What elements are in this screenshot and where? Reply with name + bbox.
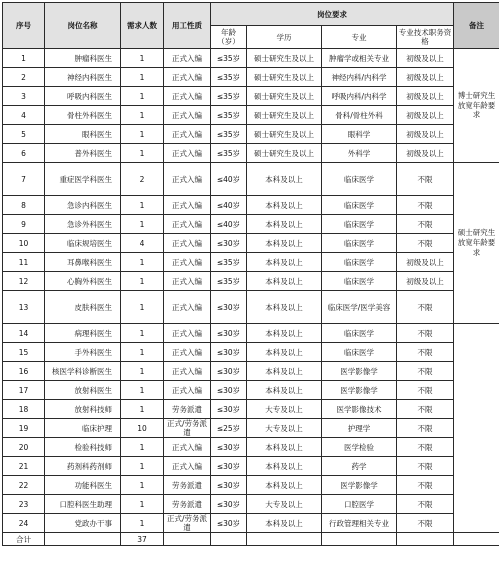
- cell-major: 外科学: [322, 144, 397, 163]
- cell-seq: 23: [3, 495, 45, 514]
- cell-major: 医学影像学: [322, 362, 397, 381]
- cell-major: 呼吸内科/内科学: [322, 87, 397, 106]
- cell-education: 硕士研究生及以上: [247, 49, 322, 68]
- cell-qualification: 初级及以上: [397, 106, 454, 125]
- cell-count: 1: [121, 400, 164, 419]
- cell-position: 肿瘤科医生: [45, 49, 121, 68]
- table-row: [3, 253, 499, 272]
- cell-major: 临床医学: [322, 343, 397, 362]
- cell-seq: 17: [3, 381, 45, 400]
- cell-hire-type: 正式入编: [164, 215, 211, 234]
- cell-qualification: 不限: [397, 514, 454, 533]
- total-blank: [454, 533, 499, 546]
- cell-hire-type: 正式入编: [164, 196, 211, 215]
- cell-hire-type: 正式入编: [164, 68, 211, 87]
- table-row: [3, 144, 499, 163]
- cell-education: 本科及以上: [247, 381, 322, 400]
- cell-qualification: 不限: [397, 291, 454, 324]
- cell-hire-type: 劳务派遣: [164, 495, 211, 514]
- cell-major: 临床医学/医学美容: [322, 291, 397, 324]
- cell-position: 眼科医生: [45, 125, 121, 144]
- remark-phd: 博士研究生放宽年龄要求: [454, 49, 499, 163]
- cell-major: 医学检验: [322, 438, 397, 457]
- subheader-qualification: 专业技术职务资格: [397, 26, 454, 49]
- cell-seq: 11: [3, 253, 45, 272]
- cell-age: ≤30岁: [211, 324, 247, 343]
- cell-count: 1: [121, 514, 164, 533]
- cell-qualification: 不限: [397, 234, 454, 253]
- cell-position: 骨柱外科医生: [45, 106, 121, 125]
- cell-hire-type: 正式入编: [164, 457, 211, 476]
- cell-seq: 14: [3, 324, 45, 343]
- cell-count: 1: [121, 196, 164, 215]
- cell-qualification: 不限: [397, 400, 454, 419]
- cell-age: ≤30岁: [211, 381, 247, 400]
- cell-hire-type: 正式入编: [164, 362, 211, 381]
- table-row: [3, 125, 499, 144]
- cell-position: 党政办干事: [45, 514, 121, 533]
- cell-qualification: 不限: [397, 362, 454, 381]
- cell-hire-type: 正式入编: [164, 125, 211, 144]
- cell-seq: 24: [3, 514, 45, 533]
- table-row: [3, 68, 499, 87]
- cell-seq: 5: [3, 125, 45, 144]
- total-blank: [322, 533, 397, 546]
- cell-hire-type: 正式入编: [164, 49, 211, 68]
- cell-hire-type: 正式入编: [164, 106, 211, 125]
- cell-age: ≤35岁: [211, 106, 247, 125]
- cell-education: 本科及以上: [247, 215, 322, 234]
- cell-age: ≤25岁: [211, 419, 247, 438]
- subheader-age: 年龄（岁）: [211, 26, 247, 49]
- table-row: [3, 87, 499, 106]
- cell-seq: 6: [3, 144, 45, 163]
- cell-count: 2: [121, 163, 164, 196]
- cell-age: ≤35岁: [211, 87, 247, 106]
- cell-education: 大专及以上: [247, 419, 322, 438]
- cell-major: 肿瘤学或相关专业: [322, 49, 397, 68]
- cell-seq: 16: [3, 362, 45, 381]
- cell-position: 皮肤科医生: [45, 291, 121, 324]
- cell-position: 急诊外科医生: [45, 215, 121, 234]
- cell-major: 眼科学: [322, 125, 397, 144]
- cell-seq: 22: [3, 476, 45, 495]
- cell-qualification: 初级及以上: [397, 253, 454, 272]
- cell-hire-type: 正式入编: [164, 234, 211, 253]
- cell-education: 本科及以上: [247, 343, 322, 362]
- total-blank: [247, 533, 322, 546]
- cell-age: ≤35岁: [211, 144, 247, 163]
- remark-master: 硕士研究生放宽年龄要求: [454, 163, 499, 324]
- table-row: [3, 476, 499, 495]
- cell-age: ≤40岁: [211, 215, 247, 234]
- cell-hire-type: 正式入编: [164, 343, 211, 362]
- cell-count: 1: [121, 476, 164, 495]
- cell-count: 10: [121, 419, 164, 438]
- table-row: [3, 106, 499, 125]
- cell-major: 临床医学: [322, 324, 397, 343]
- cell-seq: 19: [3, 419, 45, 438]
- cell-position: 呼吸内科医生: [45, 87, 121, 106]
- cell-qualification: 不限: [397, 381, 454, 400]
- table-row: [3, 343, 499, 362]
- header-requirements: 岗位要求: [211, 3, 454, 26]
- cell-seq: 15: [3, 343, 45, 362]
- cell-hire-type: 正式入编: [164, 87, 211, 106]
- cell-position: 放射科技师: [45, 400, 121, 419]
- cell-hire-type: 正式入编: [164, 144, 211, 163]
- cell-seq: 10: [3, 234, 45, 253]
- cell-education: 本科及以上: [247, 196, 322, 215]
- cell-major: 神经内科/内科学: [322, 68, 397, 87]
- total-blank: [164, 533, 211, 546]
- cell-education: 硕士研究生及以上: [247, 125, 322, 144]
- table-row: [3, 215, 499, 234]
- cell-position: 药剂科药剂师: [45, 457, 121, 476]
- cell-count: 1: [121, 381, 164, 400]
- cell-count: 1: [121, 438, 164, 457]
- cell-education: 硕士研究生及以上: [247, 144, 322, 163]
- cell-seq: 8: [3, 196, 45, 215]
- cell-hire-type: 正式入编: [164, 272, 211, 291]
- cell-education: 本科及以上: [247, 291, 322, 324]
- cell-count: 1: [121, 324, 164, 343]
- cell-count: 1: [121, 106, 164, 125]
- cell-education: 硕士研究生及以上: [247, 87, 322, 106]
- cell-seq: 4: [3, 106, 45, 125]
- cell-seq: 13: [3, 291, 45, 324]
- cell-seq: 7: [3, 163, 45, 196]
- total-blank: [211, 533, 247, 546]
- cell-qualification: 不限: [397, 196, 454, 215]
- cell-seq: 1: [3, 49, 45, 68]
- cell-major: 口腔医学: [322, 495, 397, 514]
- cell-qualification: 不限: [397, 419, 454, 438]
- recruitment-table: [2, 2, 499, 546]
- cell-education: 大专及以上: [247, 400, 322, 419]
- cell-count: 1: [121, 495, 164, 514]
- cell-qualification: 不限: [397, 438, 454, 457]
- table-row: [3, 49, 499, 68]
- cell-hire-type: 正式入编: [164, 253, 211, 272]
- cell-hire-type: 劳务派遣: [164, 476, 211, 495]
- cell-seq: 12: [3, 272, 45, 291]
- cell-major: 医学影像学: [322, 476, 397, 495]
- cell-hire-type: 正式入编: [164, 381, 211, 400]
- cell-major: 医学影像技术: [322, 400, 397, 419]
- cell-age: ≤30岁: [211, 495, 247, 514]
- cell-education: 硕士研究生及以上: [247, 68, 322, 87]
- cell-age: ≤35岁: [211, 125, 247, 144]
- cell-qualification: 不限: [397, 215, 454, 234]
- cell-age: ≤35岁: [211, 68, 247, 87]
- cell-qualification: 初级及以上: [397, 68, 454, 87]
- cell-major: 骨科/骨柱外科: [322, 106, 397, 125]
- cell-age: ≤30岁: [211, 476, 247, 495]
- subheader-education: 学历: [247, 26, 322, 49]
- cell-hire-type: 正式入编: [164, 324, 211, 343]
- cell-position: 急诊内科医生: [45, 196, 121, 215]
- cell-qualification: 不限: [397, 457, 454, 476]
- cell-qualification: 初级及以上: [397, 125, 454, 144]
- cell-position: 功能科医生: [45, 476, 121, 495]
- cell-education: 本科及以上: [247, 234, 322, 253]
- cell-position: 手外科医生: [45, 343, 121, 362]
- cell-major: 临床医学: [322, 234, 397, 253]
- cell-education: 本科及以上: [247, 362, 322, 381]
- cell-position: 检验科技师: [45, 438, 121, 457]
- cell-hire-type: 正式入编: [164, 163, 211, 196]
- table-row: [3, 272, 499, 291]
- cell-age: ≤35岁: [211, 49, 247, 68]
- cell-seq: 21: [3, 457, 45, 476]
- cell-seq: 20: [3, 438, 45, 457]
- cell-hire-type: 劳务派遣: [164, 400, 211, 419]
- cell-education: 本科及以上: [247, 514, 322, 533]
- remark-empty: [454, 324, 499, 533]
- total-blank: [397, 533, 454, 546]
- cell-age: ≤30岁: [211, 362, 247, 381]
- table-body: [3, 49, 499, 546]
- cell-count: 1: [121, 49, 164, 68]
- table-row: [3, 291, 499, 324]
- cell-education: 本科及以上: [247, 438, 322, 457]
- cell-count: 1: [121, 343, 164, 362]
- table-row: [3, 381, 499, 400]
- cell-count: 1: [121, 272, 164, 291]
- total-count: 37: [121, 533, 164, 546]
- cell-education: 本科及以上: [247, 163, 322, 196]
- header-position: 岗位名称: [45, 3, 121, 49]
- cell-education: 本科及以上: [247, 253, 322, 272]
- cell-age: ≤35岁: [211, 253, 247, 272]
- cell-position: 临床护理: [45, 419, 121, 438]
- cell-hire-type: 正式/劳务派遣: [164, 419, 211, 438]
- cell-count: 1: [121, 457, 164, 476]
- cell-age: ≤30岁: [211, 400, 247, 419]
- cell-age: ≤30岁: [211, 438, 247, 457]
- cell-position: 耳鼻喉科医生: [45, 253, 121, 272]
- cell-qualification: 初级及以上: [397, 87, 454, 106]
- cell-position: 心胸外科医生: [45, 272, 121, 291]
- cell-position: 口腔科医生助理: [45, 495, 121, 514]
- cell-major: 临床医学: [322, 163, 397, 196]
- table-row: [3, 234, 499, 253]
- cell-age: ≤35岁: [211, 272, 247, 291]
- cell-education: 本科及以上: [247, 457, 322, 476]
- table-row: [3, 196, 499, 215]
- cell-education: 硕士研究生及以上: [247, 106, 322, 125]
- cell-education: 本科及以上: [247, 272, 322, 291]
- cell-count: 1: [121, 125, 164, 144]
- cell-age: ≤30岁: [211, 291, 247, 324]
- cell-position: 临床规培医生: [45, 234, 121, 253]
- cell-count: 1: [121, 68, 164, 87]
- cell-education: 大专及以上: [247, 495, 322, 514]
- header-remark: 备注: [454, 3, 499, 49]
- cell-position: 神经内科医生: [45, 68, 121, 87]
- cell-count: 1: [121, 291, 164, 324]
- cell-major: 护理学: [322, 419, 397, 438]
- cell-qualification: 不限: [397, 495, 454, 514]
- cell-position: 重症医学科医生: [45, 163, 121, 196]
- cell-major: 药学: [322, 457, 397, 476]
- cell-major: 行政管理相关专业: [322, 514, 397, 533]
- cell-major: 临床医学: [322, 272, 397, 291]
- cell-count: 4: [121, 234, 164, 253]
- table-row: [3, 438, 499, 457]
- cell-qualification: 不限: [397, 476, 454, 495]
- cell-major: 临床医学: [322, 196, 397, 215]
- cell-count: 1: [121, 362, 164, 381]
- table-row: [3, 419, 499, 438]
- header-seq: 序号: [3, 3, 45, 49]
- table-row: [3, 362, 499, 381]
- cell-qualification: 不限: [397, 343, 454, 362]
- total-label: 合计: [3, 533, 45, 546]
- cell-position: 病理科医生: [45, 324, 121, 343]
- cell-age: ≤30岁: [211, 234, 247, 253]
- cell-qualification: 初级及以上: [397, 272, 454, 291]
- header-hire-type: 用工性质: [164, 3, 211, 49]
- cell-age: ≤30岁: [211, 457, 247, 476]
- cell-position: 放射科医生: [45, 381, 121, 400]
- cell-count: 1: [121, 144, 164, 163]
- cell-seq: 2: [3, 68, 45, 87]
- table-row: [3, 495, 499, 514]
- table-row: [3, 514, 499, 533]
- cell-count: 1: [121, 215, 164, 234]
- header-count: 需求人数: [121, 3, 164, 49]
- cell-qualification: 不限: [397, 163, 454, 196]
- cell-major: 临床医学: [322, 253, 397, 272]
- cell-count: 1: [121, 87, 164, 106]
- cell-age: ≤40岁: [211, 196, 247, 215]
- cell-seq: 18: [3, 400, 45, 419]
- cell-age: ≤40岁: [211, 163, 247, 196]
- cell-age: ≤30岁: [211, 343, 247, 362]
- total-row: [3, 533, 499, 546]
- cell-major: 医学影像学: [322, 381, 397, 400]
- header-row: [3, 3, 499, 26]
- cell-qualification: 初级及以上: [397, 144, 454, 163]
- cell-hire-type: 正式/劳务派遣: [164, 514, 211, 533]
- table-row: [3, 324, 499, 343]
- cell-major: 临床医学: [322, 215, 397, 234]
- table-row: [3, 457, 499, 476]
- cell-hire-type: 正式入编: [164, 291, 211, 324]
- cell-position: 普外科医生: [45, 144, 121, 163]
- cell-count: 1: [121, 253, 164, 272]
- cell-qualification: 初级及以上: [397, 49, 454, 68]
- cell-qualification: 不限: [397, 324, 454, 343]
- table-row: [3, 400, 499, 419]
- table-row: [3, 163, 499, 196]
- total-blank: [45, 533, 121, 546]
- cell-seq: 3: [3, 87, 45, 106]
- cell-education: 本科及以上: [247, 324, 322, 343]
- cell-education: 本科及以上: [247, 476, 322, 495]
- cell-seq: 9: [3, 215, 45, 234]
- cell-position: 核医学科诊断医生: [45, 362, 121, 381]
- subheader-major: 专业: [322, 26, 397, 49]
- cell-hire-type: 正式入编: [164, 438, 211, 457]
- cell-age: ≤30岁: [211, 514, 247, 533]
